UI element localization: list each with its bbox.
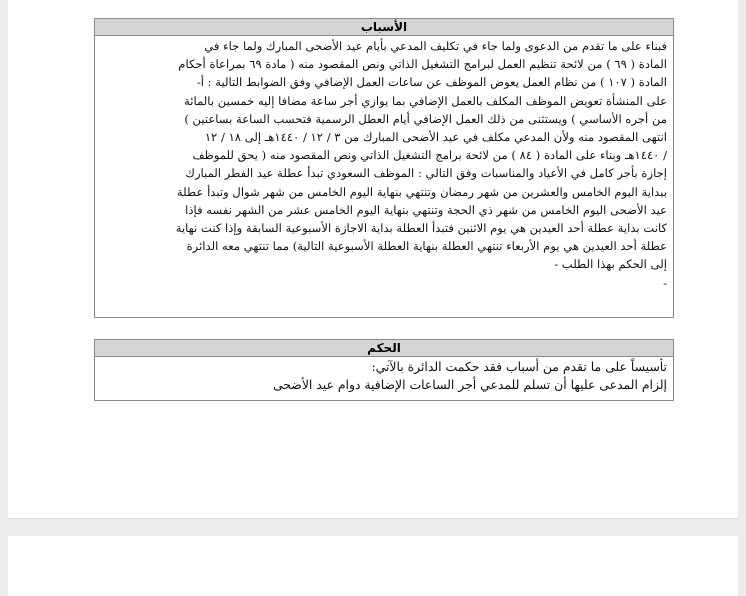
document-page: [8, 0, 738, 519]
reasons-line: إجازة بأجر كامل في الأعياد والمناسبات وفق التالي : الموظف السعودي تبدأ عطلة عيد الفطر المبارك: [185, 166, 667, 181]
reasons-line: على المنشأة تعويض الموظف المكلف بالعمل الإضافي بما يوازي أجر ساعة مضافا إليه خمسين بالمائة: [184, 93, 667, 108]
ruling-box: [94, 356, 674, 401]
reasons-line: من أجره الأساسي ) ويستثنى من ذلك العمل الإضافي أيام العطل الرسمية فتحسب الساعة بساعتين ): [184, 111, 667, 126]
reasons-line: عطلة أحد العيدين هي يوم الأربعاء تنتهي العطلة بنهاية العطلة الأسبوعية التالية) مما تنتهي معه الدائرة: [186, 239, 667, 254]
ruling-line: إلزام المدعى عليها أن تسلم للمدعي أجر الساعات الإضافية دوام عيد الأضحى: [272, 377, 667, 392]
reasons-line: -: [663, 275, 667, 290]
reasons-box: [94, 35, 674, 318]
reasons-line: المادة ( ١٠٧ ) من نظام العمل يعوض الموظف عن ساعات العمل الإضافي وفق الضوابط التالية : أ-: [196, 75, 667, 90]
next-page: [8, 536, 738, 596]
reasons-line: ببداية اليوم الخامس والعشرين من شهر رمضان وتنتهي بنهاية اليوم الخامس من شهر شوال وتبدأ عطلة: [176, 184, 667, 199]
ruling-text: [95, 356, 673, 396]
reasons-line: المادة ( ٦٩ ) من لائحة تنظيم العمل لبرامج التشغيل الذاتي ونص المقصود منه ( مادة ٦٩ بمراعاة أحكام: [178, 57, 667, 72]
reasons-line: إلى الحكم بهذا الطلب -: [554, 257, 667, 272]
ruling-header: الحكم: [94, 339, 674, 357]
reasons-line: عيد الأضحى اليوم الخامس من شهر ذي الحجة وتنتهي بنهاية اليوم الخامس عشر من الشهر نفسه فإذا: [185, 202, 667, 217]
reasons-line: كانت بداية عطلة أحد العيدين هي يوم الاثنين فتبدأ العطلة بداية الاجازة الأسبوعية السابقة وإذا كنت نهاية: [175, 221, 667, 236]
reasons-line: انتهى المقصود منه ولأن المدعي مكلف في عيد الأضحى المبارك من ٣ / ١٢ / ١٤٤٠هـ إلى ١٨ / ١٢: [204, 130, 667, 145]
reasons-text: [95, 35, 673, 294]
ruling-line: تأسيساً على ما تقدم من أسباب فقد حكمت الدائرة بالآتي:: [371, 359, 667, 374]
reasons-header: الأسباب: [94, 18, 674, 36]
reasons-line: / ١٤٤٠هـ وبناء على المادة ( ٨٤ ) من لائحة برامج التشغيل الذاتي ونص المقصود منه ( يحق للموظف: [192, 148, 667, 163]
reasons-line: فبناء على ما تقدم من الدعوى ولما جاء في تكليف المدعي بأيام عيد الأضحى المبارك ولما جاء في: [204, 39, 667, 53]
